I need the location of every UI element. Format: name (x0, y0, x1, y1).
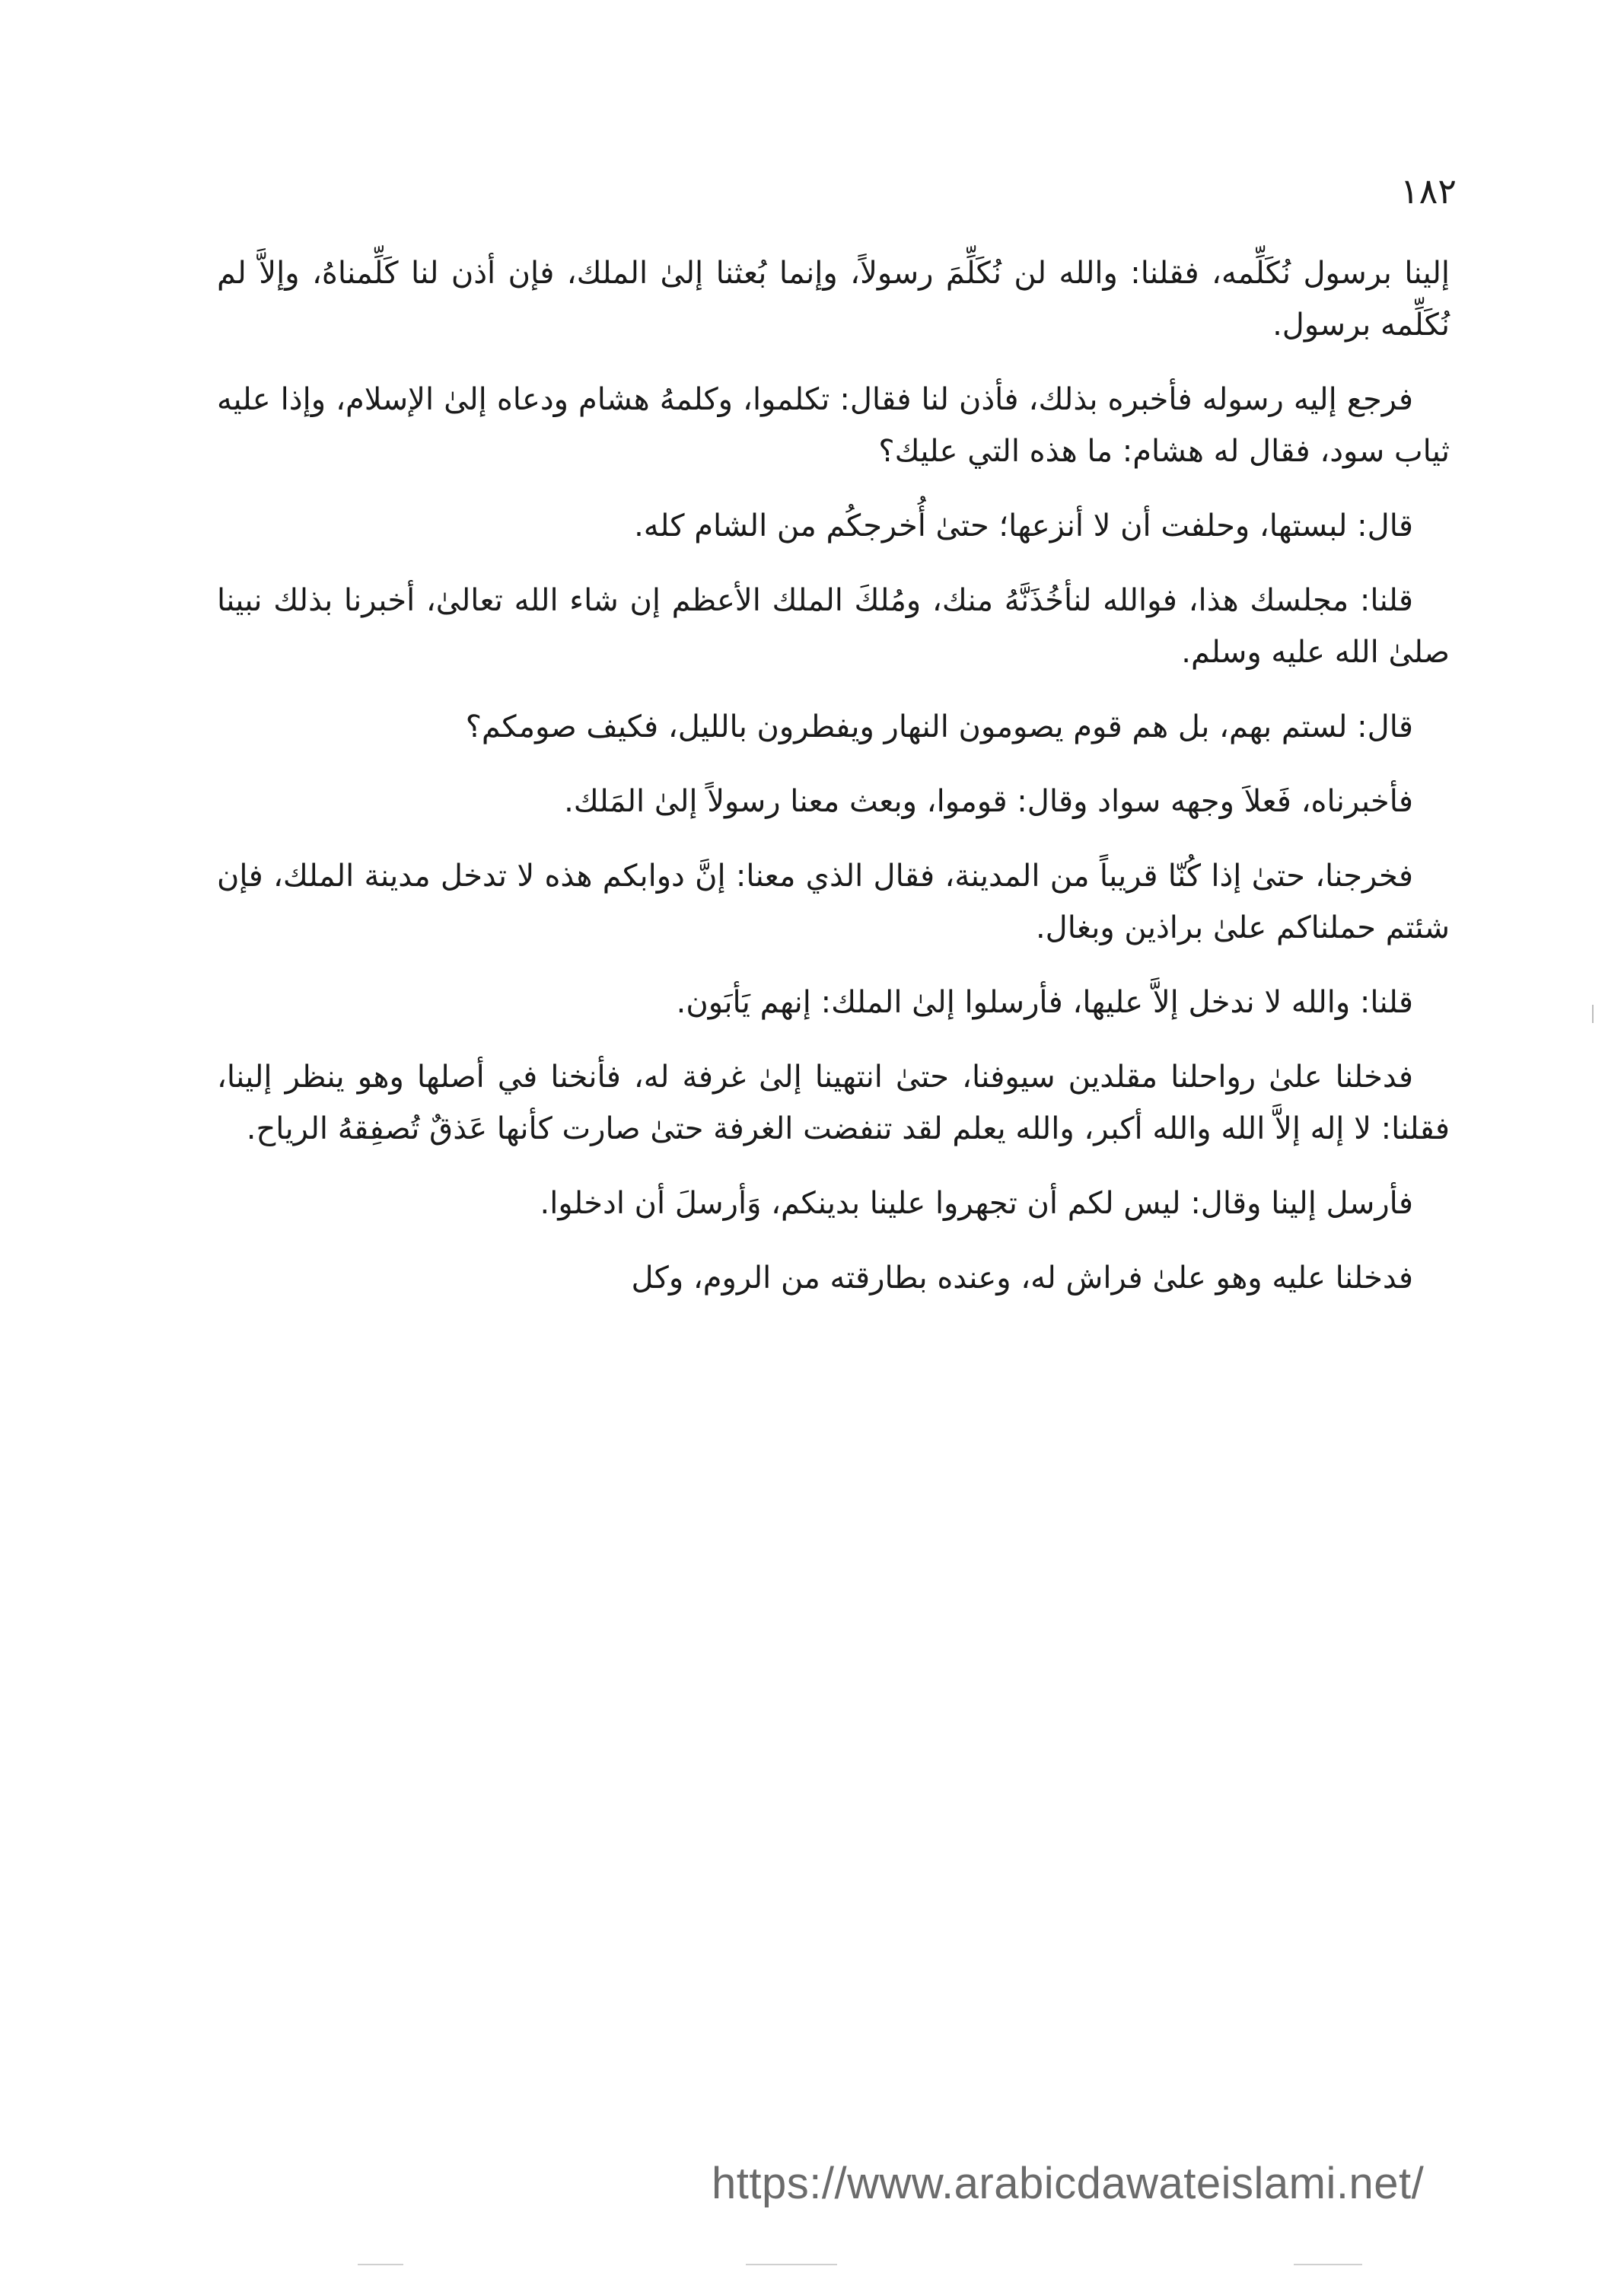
paragraph: قال: لستم بهم، بل هم قوم يصومون النهار ويفطرون بالليل، فكيف صومكم؟ (465, 709, 1413, 744)
page-body (217, 247, 1450, 1327)
scan-edge-mark (1592, 1005, 1594, 1023)
scan-bottom-rule (746, 2264, 837, 2265)
paragraph: فدخلنا علىٰ رواحلنا مقلدين سيوفنا، حتىٰ انتهينا إلىٰ غرفة له، فأنخنا في أصلها وهو ينظر إلينا، فقلنا: لا إله إلاَّ الله والله أكبر، والله يعلم لقد تنفضت الغرفة حتىٰ صارت كأنها عَذقٌ تُصفِقهُ الرياح. (217, 1060, 1450, 1146)
paragraph: قال: لبستها، وحلفت أن لا أنزعها؛ حتىٰ أُخرجكُم من الشام كله. (634, 508, 1413, 543)
scan-bottom-rule (358, 2264, 403, 2265)
paragraph: فرجع إليه رسوله فأخبره بذلك، فأذن لنا فقال: تكلموا، وكلمهُ هشام ودعاه إلىٰ الإسلام، وإذا عليه ثياب سود، فقال له هشام: ما هذه التي عليك؟ (217, 382, 1450, 469)
paragraph: فخرجنا، حتىٰ إذا كُنّا قريباً من المدينة، فقال الذي معنا: إنَّ دوابكم هذه لا تدخل مدينة الملك، فإن شئتم حملناكم علىٰ براذين وبغال. (217, 859, 1450, 945)
paragraph: فأرسل إلينا وقال: ليس لكم أن تجهروا علينا بدينكم، وَأرسلَ أن ادخلوا. (540, 1186, 1413, 1221)
source-url-watermark: https://www.arabicdawateislami.net/ (712, 2159, 1425, 2208)
paragraph: قلنا: مجلسك هذا، فوالله لنأخُذَنَّهُ منك، ومُلكَ الملك الأعظم إن شاء الله تعالىٰ، أخبرنا بذلك نبينا صلىٰ الله عليه وسلم. (217, 583, 1450, 670)
paragraph: فأخبرناه، فَعلاَ وجهه سواد وقال: قوموا، وبعث معنا رسولاً إلىٰ المَلك. (564, 784, 1413, 819)
scan-bottom-rule (1294, 2264, 1362, 2265)
paragraph: إلينا برسول نُكَلِّمه، فقلنا: والله لن نُكَلِّمَ رسولاً، وإنما بُعثنا إلىٰ الملك، فإن أذن لنا كَلِّمناهُ، وإلاَّ لم نُكَلِّمه برسول. (217, 256, 1450, 343)
page-number: ١٨٢ (1400, 171, 1457, 212)
paragraph: قلنا: والله لا ندخل إلاَّ عليها، فأرسلوا إلىٰ الملك: إنهم يَأبَون. (676, 985, 1413, 1020)
paragraph: فدخلنا عليه وهو علىٰ فراش له، وعنده بطارقته من الروم، وكل (631, 1261, 1413, 1296)
